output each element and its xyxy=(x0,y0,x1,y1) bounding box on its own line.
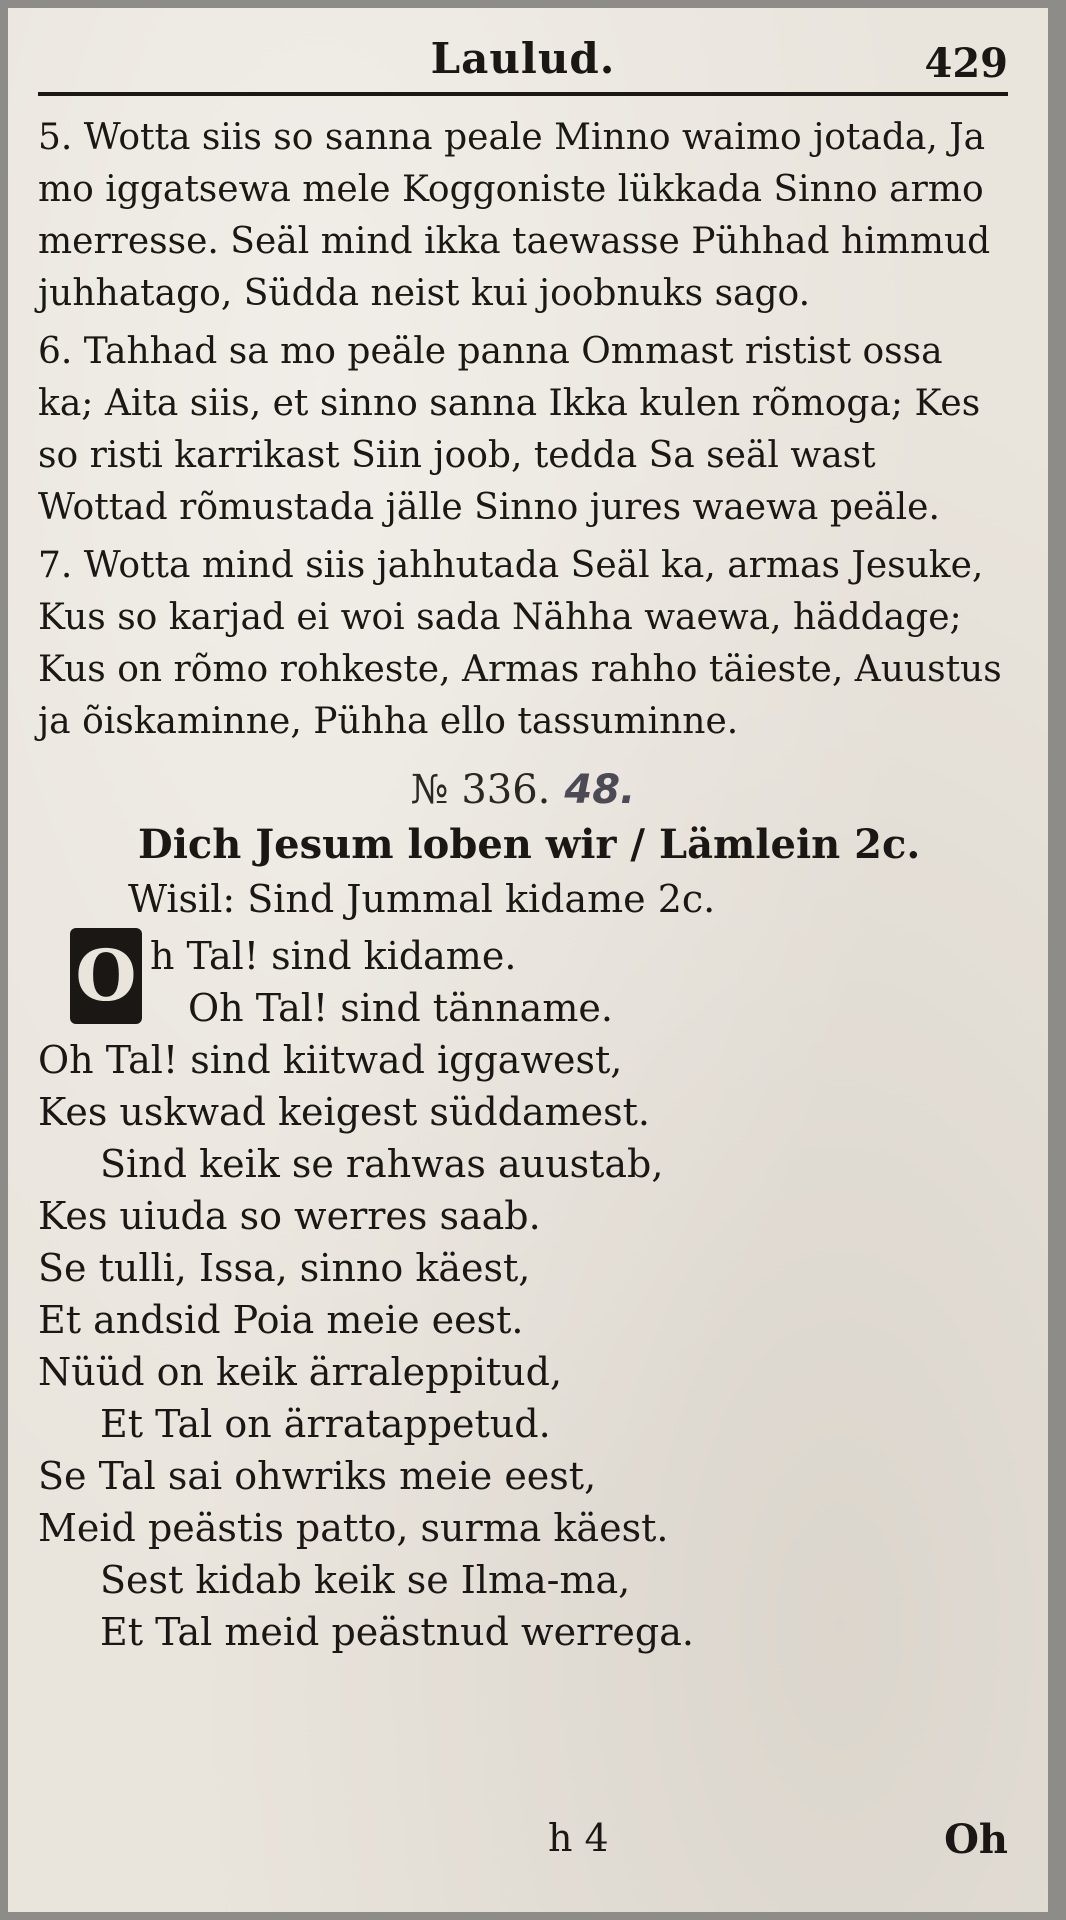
header-rule xyxy=(38,92,1008,96)
verse-line-2: Oh Tal! sind tänname. xyxy=(188,986,613,1030)
tune-reference: Dich Jesum loben wir / Lämlein 2c. xyxy=(138,821,921,868)
hymn-number-heading xyxy=(38,762,1008,818)
verse-line-1-text: h Tal! sind kidame. xyxy=(150,934,517,978)
stanza-6: 6. Tahhad sa mo peäle panna Ommast ristist ossa ka; Aita siis, et sinno sanna Ikka kulen rõmoga; Kes so risti karrikast Siin joob, tedda Sa seäl wast Wottad rõmustada jälle Sinno jures waewa peäle. xyxy=(38,331,981,528)
running-head: Laulud. xyxy=(430,34,616,83)
stanza-5: 5. Wotta siis so sanna peale Minno waimo jotada, Ja mo iggatsewa mele Koggoniste lükkada Sinno armo merresse. Seäl mind ikka taewasse Pühhad himmud juhhatago, Südda neist kui joobnuks sago. xyxy=(38,117,991,314)
verse-line-3: Oh Tal! sind kiitwad iggawest, xyxy=(38,1038,623,1082)
page-footer xyxy=(38,1816,1008,1876)
verse-line-6: Kes uiuda so werres saab. xyxy=(38,1194,541,1238)
page-body xyxy=(38,112,1008,1658)
signature-mark: h 4 xyxy=(548,1816,609,1860)
catchword: Oh xyxy=(944,1816,1008,1863)
book-page xyxy=(8,8,1048,1912)
verse-line-7: Se tulli, Issa, sinno käest, xyxy=(38,1246,531,1290)
page-number: 429 xyxy=(924,40,1008,87)
verse-line-14: Et Tal meid peästnud werrega. xyxy=(100,1610,694,1654)
drop-cap-initial: O xyxy=(70,928,142,1024)
verse-line-8: Et andsid Poia meie eest. xyxy=(38,1298,524,1342)
verse-line-4: Kes uskwad keigest süddamest. xyxy=(38,1090,651,1134)
verse-line-5: Sind keik se rahwas auustab, xyxy=(100,1142,664,1186)
hymn-number: № 336. xyxy=(410,767,551,813)
verse-line-10: Et Tal on ärratappetud. xyxy=(100,1402,551,1446)
verse-line-13: Sest kidab keik se Ilma-ma, xyxy=(100,1558,631,1602)
verse-line-12: Meid peästis patto, surma käest. xyxy=(38,1506,669,1550)
melody-reference: Wisil: Sind Jummal kidame 2c. xyxy=(128,877,716,921)
verse-line-9: Nüüd on keik ärraleppitud, xyxy=(38,1350,563,1394)
hymn-verse xyxy=(38,930,1008,1658)
stanza-7: 7. Wotta mind siis jahhutada Seäl ka, armas Jesuke, Kus so karjad ei woi sada Nähha waewa, häddage; Kus on rõmo rohkeste, Armas rahho täieste, Auustus ja õiskaminne, Pühha ello tassuminne. xyxy=(38,545,1002,742)
verse-line-11: Se Tal sai ohwriks meie eest, xyxy=(38,1454,597,1498)
handwritten-number: 48. xyxy=(564,767,636,813)
page-header xyxy=(38,18,1008,98)
